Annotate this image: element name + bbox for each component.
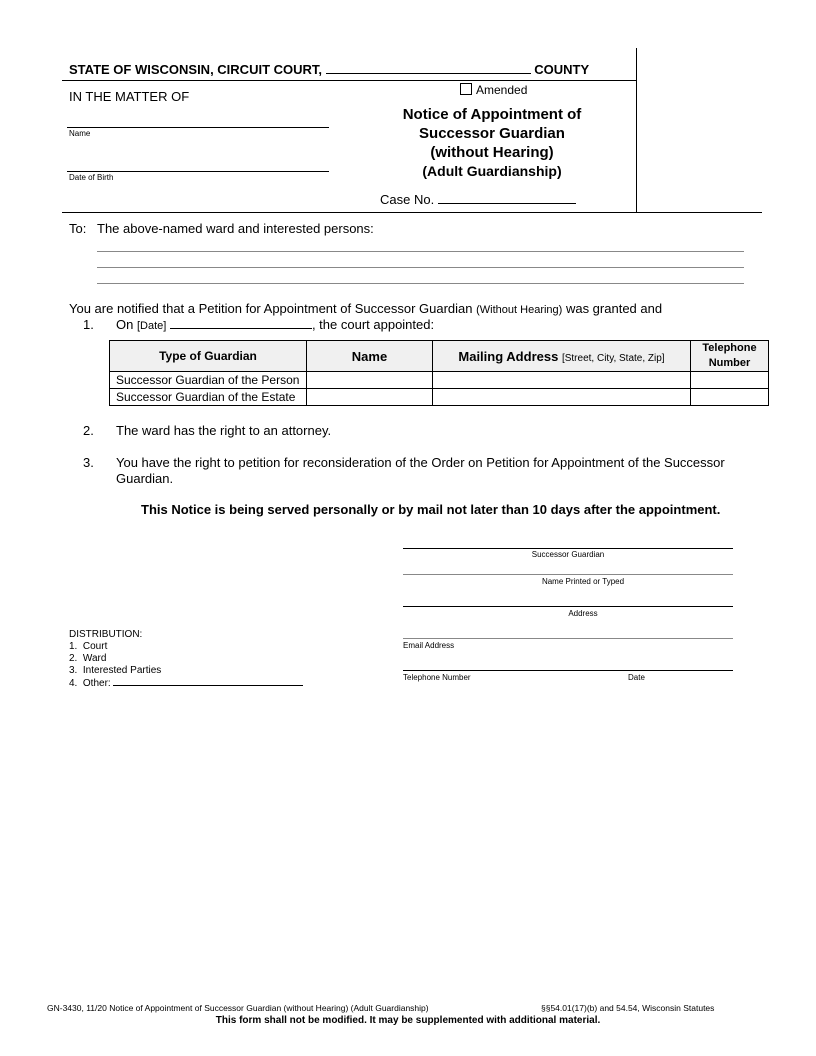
table-row	[110, 389, 769, 406]
row-2-phone-cell[interactable]	[691, 389, 769, 406]
phone-date-line[interactable]	[403, 670, 733, 671]
recipient-line-1[interactable]	[97, 251, 744, 252]
header-name: Name	[307, 341, 433, 372]
appointment-date-field[interactable]	[170, 317, 312, 329]
row-2-type: Successor Guardian of the Estate	[110, 389, 307, 406]
notice-intro-a: You are notified that a Petition for Appointment of Successor Guardian	[69, 301, 473, 316]
footer-form-id: GN-3430, 11/20 Notice of Appointment of Successor Guardian (without Hearing) (Adult Guardianship)	[47, 1003, 429, 1013]
recipient-line-2[interactable]	[97, 267, 744, 268]
recipient-line-3[interactable]	[97, 283, 744, 284]
header-type: Type of Guardian	[110, 341, 307, 372]
county-name-field[interactable]	[326, 62, 531, 74]
row-1-name-cell[interactable]	[307, 372, 433, 389]
printed-name-line[interactable]	[403, 574, 733, 575]
footer-statutes: §§54.01(17)(b) and 54.54, Wisconsin Statutes	[541, 1003, 715, 1013]
dob-label: Date of Birth	[69, 173, 114, 182]
court-heading	[69, 62, 589, 77]
header-address-small: [Street, City, State, Zip]	[561, 352, 665, 364]
header-court-underline	[62, 80, 636, 81]
row-2-name-cell[interactable]	[307, 389, 433, 406]
amended-label: Amended	[476, 83, 528, 97]
item-3-number: 3.	[83, 455, 94, 470]
item-1	[116, 317, 434, 332]
phone-label: Telephone Number	[403, 673, 471, 682]
footer-notice: This form shall not be modified. It may be supplemented with additional material.	[215, 1015, 601, 1026]
dob-field[interactable]	[67, 171, 329, 172]
guardian-table	[109, 340, 769, 406]
distribution-block	[69, 629, 303, 690]
distribution-item-1: 1. Court	[69, 641, 108, 652]
title-line-1: Notice of Appointment of	[402, 106, 582, 123]
distribution-other-field[interactable]	[113, 677, 303, 686]
distribution-item-4-row	[69, 677, 303, 690]
header-vertical-divider	[636, 48, 637, 212]
served-statement: This Notice is being served personally or by mail not later than 10 days after the appointment.	[141, 502, 721, 517]
notice-intro-b: was granted and	[565, 301, 663, 316]
address-label: Address	[568, 609, 598, 618]
title-line-2: Successor Guardian	[419, 125, 565, 142]
table-row	[110, 372, 769, 389]
to-label: To:	[69, 221, 87, 236]
item-1-on: On	[116, 317, 134, 332]
item-1-number: 1.	[83, 317, 94, 332]
printed-name-label: Name Printed or Typed	[541, 577, 625, 586]
item-2-number: 2.	[83, 423, 94, 438]
case-no-field[interactable]	[438, 192, 576, 204]
guardian-signature-label: Successor Guardian	[531, 550, 605, 559]
distribution-item-4: 4. Other:	[69, 678, 111, 689]
header-address-label: Mailing Address	[458, 348, 559, 364]
matter-label: IN THE MATTER OF	[69, 89, 190, 104]
case-number	[380, 192, 576, 207]
date-label: Date	[628, 673, 645, 682]
court-prefix: STATE OF WISCONSIN, CIRCUIT COURT,	[69, 62, 323, 77]
email-label: Email Address	[403, 641, 455, 650]
row-2-address-cell[interactable]	[433, 389, 691, 406]
guardian-signature-line[interactable]	[403, 548, 733, 549]
item-1-tail: , the court appointed:	[311, 317, 435, 332]
distribution-title: DISTRIBUTION:	[69, 629, 143, 640]
ward-name-field[interactable]	[67, 127, 329, 128]
item-2-text: The ward has the right to an attorney.	[116, 423, 332, 438]
distribution-item-3: 3. Interested Parties	[69, 665, 162, 676]
name-label: Name	[69, 129, 91, 138]
header-address	[433, 341, 691, 372]
row-1-type: Successor Guardian of the Person	[110, 372, 307, 389]
notice-intro	[69, 301, 662, 316]
form-title	[368, 105, 616, 181]
item-3-text: You have the right to petition for reconsideration of the Order on Petition for Appointment of the Successor Guardian.	[116, 455, 725, 486]
amended-checkbox[interactable]	[460, 83, 472, 95]
row-1-address-cell[interactable]	[433, 372, 691, 389]
row-1-phone-cell[interactable]	[691, 372, 769, 389]
county-label: COUNTY	[534, 62, 590, 77]
item-1-date-label: [Date]	[136, 320, 167, 332]
guardian-table-header	[110, 341, 769, 372]
header-phone: Telephone Number	[691, 341, 769, 372]
notice-intro-small: (Without Hearing)	[476, 304, 563, 316]
email-line[interactable]	[403, 638, 733, 639]
to-text: The above-named ward and interested persons:	[97, 221, 374, 236]
case-no-label: Case No.	[380, 192, 435, 207]
title-line-3: (without Hearing)	[430, 144, 554, 161]
amended-option[interactable]	[460, 83, 527, 97]
address-line[interactable]	[403, 606, 733, 607]
header-bottom-rule	[62, 212, 762, 213]
title-line-4: (Adult Guardianship)	[422, 163, 562, 179]
distribution-item-2: 2. Ward	[69, 653, 107, 664]
